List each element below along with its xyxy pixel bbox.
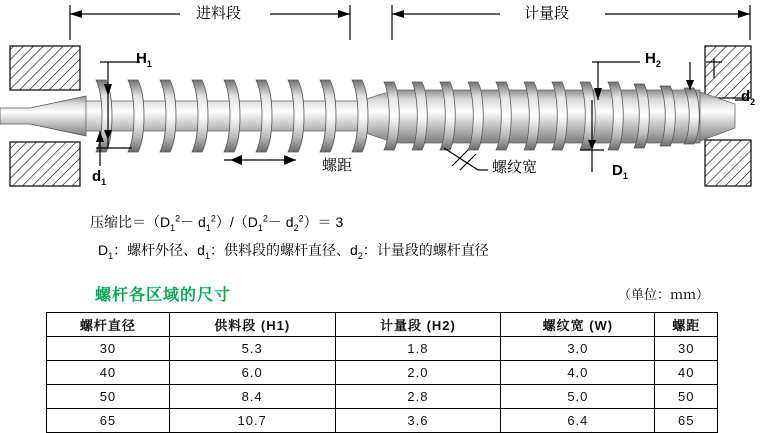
table-cell: 10.7 <box>169 409 335 433</box>
table-cell: 65 <box>47 409 170 433</box>
table-row <box>47 337 718 361</box>
table-cell: 40 <box>655 361 718 385</box>
table-row <box>47 385 718 409</box>
table-cell: 50 <box>655 385 718 409</box>
table-header-row <box>47 313 718 337</box>
table-cell: 4.0 <box>501 361 655 385</box>
table-header-cell: 螺杆直径 <box>47 313 170 337</box>
formula-legend: $D_1$：螺杆外径、$d_1$：供料段的螺杆直径、$d_2$：计量段的螺杆直径 <box>98 242 489 261</box>
label-d1: $d_1$ <box>92 168 107 187</box>
table-cell: 65 <box>655 409 718 433</box>
table-row <box>47 409 718 433</box>
label-metering-section: 计量段 <box>524 5 570 22</box>
label-D1: $D_1$ <box>612 162 628 181</box>
table-cell: 8.4 <box>169 385 335 409</box>
table-cell: 50 <box>47 385 170 409</box>
table-cell: 30 <box>655 337 718 361</box>
unit-note: （单位：ｍｍ） <box>618 287 710 302</box>
table-cell: 5.0 <box>501 385 655 409</box>
table-cell: 6.0 <box>169 361 335 385</box>
label-h2: $H_2$ <box>645 50 661 69</box>
label-feed-section: 进料段 <box>196 5 242 22</box>
table-cell: 6.4 <box>501 409 655 433</box>
dimensions-table <box>46 312 718 433</box>
table-cell: 1.8 <box>335 337 501 361</box>
table-cell: 2.8 <box>335 385 501 409</box>
table-cell: 3.6 <box>335 409 501 433</box>
formula-compression-ratio: 压缩比$=(D_1^2- d_1^2)/(D_1^2- d_2^2)= 3$ <box>90 213 344 233</box>
table-header-cell: 计量段 (H2) <box>335 313 501 337</box>
table-cell: 3.0 <box>501 337 655 361</box>
table-cell: 5.3 <box>169 337 335 361</box>
label-h1: $H_1$ <box>136 50 152 69</box>
table-row <box>47 361 718 385</box>
table-header-cell: 供料段 (H1) <box>169 313 335 337</box>
page-title: 螺杆各区域的尺寸 <box>95 287 232 304</box>
label-d2: $d_2$ <box>741 88 756 107</box>
table-cell: 40 <box>47 361 170 385</box>
table-cell: 2.0 <box>335 361 501 385</box>
table-header-cell: 螺纹宽 (W) <box>501 313 655 337</box>
label-thread-width: 螺纹宽 <box>492 159 538 176</box>
table-cell: 30 <box>47 337 170 361</box>
label-pitch: 螺距 <box>322 157 353 174</box>
table-header-cell: 螺距 <box>655 313 718 337</box>
